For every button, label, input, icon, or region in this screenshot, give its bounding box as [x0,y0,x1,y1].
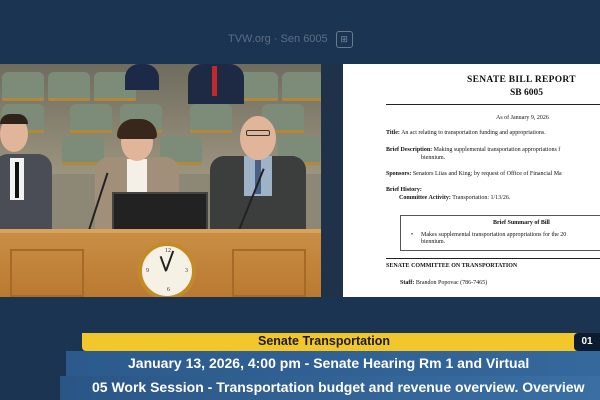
doc-bill-number: SB 6005 [510,88,543,98]
divider [386,258,600,259]
summary-text-cont: biennium. [421,239,446,245]
staff-text: Brandon Popovac (786-7465) [415,280,488,286]
doc-committee-activity-row [399,195,510,201]
sponsors-text: Senators Liias and King; by request of Office of Financial Ma [412,171,562,177]
broadcast-watermark [228,26,353,52]
meeting-date-text: January 13, 2026, 4:00 pm - Senate Hearing Rm 1 and Virtual [128,355,530,371]
doc-brief-row [386,147,560,153]
committee-name: Senate Transportation [258,334,390,348]
desk-panel [232,249,306,297]
committee-banner [82,333,592,351]
committee-activity-label: Committee Activity: [399,195,451,201]
hearing-video-feed[interactable] [0,64,321,297]
summary-bullet: • [411,232,414,238]
doc-title: SENATE BILL REPORT [467,75,576,85]
brief-label: Brief Description: [386,147,433,153]
wall-clock: 12 3 6 9 [138,242,196,297]
agenda-topic-bar [60,376,600,400]
tvw-logo-icon: ⊞ [336,31,353,48]
bill-report-document[interactable] [343,64,600,297]
doc-title-row [386,130,546,136]
agenda-topic-text: 05 Work Session - Transportation budget and revenue overview. Overview [92,379,585,395]
audience-seat [190,104,232,133]
doc-sponsors-row [386,171,562,177]
agenda-item-number: 01 [574,333,600,351]
watermark-text: TVW.org · Sen 6005 [228,33,328,45]
summary-heading: Brief Summary of Bill [493,220,550,226]
title-text: An act relating to transportation funding and appropriations. [401,130,546,136]
committee-activity-text: Transportation: 1/13/26. [452,195,511,201]
brief-text: Making supplemental transportation appropriations f [433,147,561,153]
video-divider [321,64,343,297]
top-bar [0,0,600,64]
audience-seat [2,72,44,101]
title-label: Title: [386,130,400,136]
staff-label: Staff: [400,280,415,286]
audience-seat [70,104,112,133]
meeting-date-bar [66,351,600,376]
doc-history-label: Brief History: [386,187,422,193]
summary-text: Makes supplemental transportation appropriations for the 20 [421,232,567,238]
divider [386,104,600,105]
audience-seat [282,72,321,101]
doc-staff-row [400,280,487,286]
sponsors-label: Sponsors: [386,171,412,177]
committee-heading: SENATE COMMITTEE ON TRANSPORTATION [386,263,518,269]
desk-panel [10,249,84,297]
brief-summary-box [400,215,600,251]
audience-seat [48,72,90,101]
brief-text-cont: biennium. [421,155,446,161]
doc-as-of: As of January 9, 2026 [496,115,549,121]
